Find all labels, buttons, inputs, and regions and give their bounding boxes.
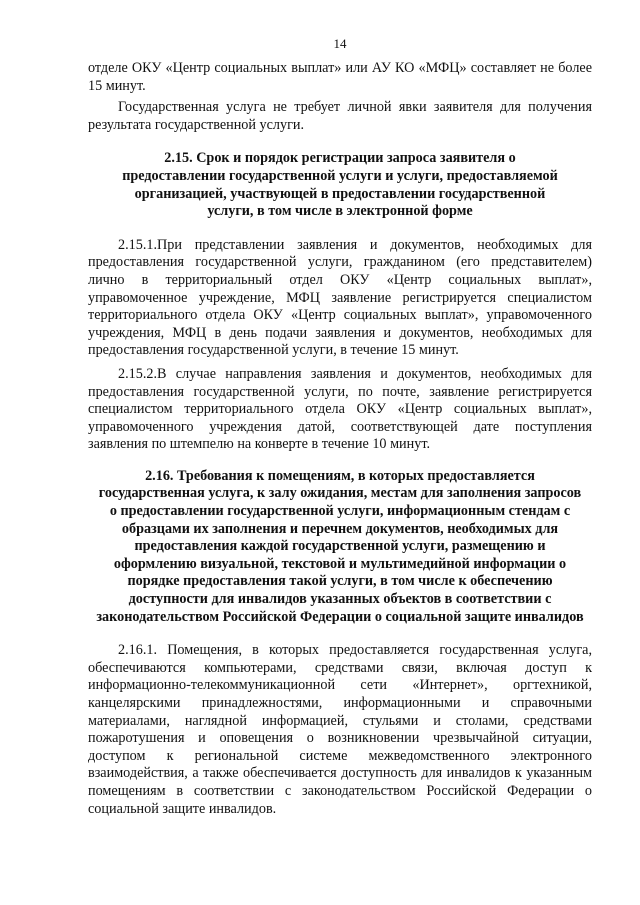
paragraph-2-16-1: 2.16.1. Помещения, в которых предоставляется государственная услуга, обеспечиваются компьютерами, средствами связи, включая доступ к информационно-телекоммуникационной сети «Интернет», оргтехникой, канцелярскими принадлежностями, информационными и справочными материалами, наглядной информацией, стульями и столами, средствами пожаротушения и оповещения о возникновении чрезвычайной ситуации, доступом к региональной системе межведомственного электронного взаимодействия, а также обеспечивается доступность для инвалидов к указанным помещениям в соответствии с законодательством Российской Федерации о социальной защите инвалидов. — [88, 642, 592, 817]
page-number: 14 — [333, 36, 347, 51]
paragraph-2-15-1: 2.15.1.При представлении заявления и документов, необходимых для предоставления государственной услуги, гражданином (его представителем) лично в территориальный отдел ОКУ «Центр социальных выплат», управомоченное учреждение, МФЦ заявление регистрируется специалистом территориального отдела ОКУ «Центр социальных выплат», управомоченного учреждения, МФЦ в день подачи заявления и документов, необходимых для предоставления государственной услуги, в течение 15 минут. — [88, 236, 592, 359]
paragraph-2-15-2: 2.15.2.В случае направления заявления и документов, необходимых для предоставления государственной услуги, по почте, заявление регистрируется специалистом территориального отдела ОКУ «Центр социальных выплат», управомоченного учреждения датой, соответствующей дате поступления заявления по штемпелю на конверте в течение 10 минут. — [88, 365, 592, 453]
paragraph-no-personal-visit: Государственная услуга не требует личной явки заявителя для получения результата государственной услуги. — [88, 99, 592, 133]
section-heading-2-15: 2.15. Срок и порядок регистрации запроса заявителя о предоставлении государственной услуги и услуги, предоставляемой организацией, участвующей в предоставлении государственной услуги, в том числе в электронной форме — [122, 150, 558, 220]
paragraph-continued: отделе ОКУ «Центр социальных выплат» или АУ КО «МФЦ» составляет не более 15 минут. — [88, 60, 592, 94]
section-heading-2-16: 2.16. Требования к помещениям, в которых предоставляется государственная услуга, к залу ожидания, местам для заполнения запросов о предоставлении государственной услуги, информационным стендам с образцами их заполнения и перечнем документов, необходимых для предоставления каждой государственной услуги, размещению и оформлению визуальной, текстовой и мультимедийной информации о порядке предоставления такой услуги, в том числе к обеспечению доступности для инвалидов указанных объектов в соответствии с законодательством Российской Федерации о социальной защите инвалидов — [96, 467, 584, 625]
